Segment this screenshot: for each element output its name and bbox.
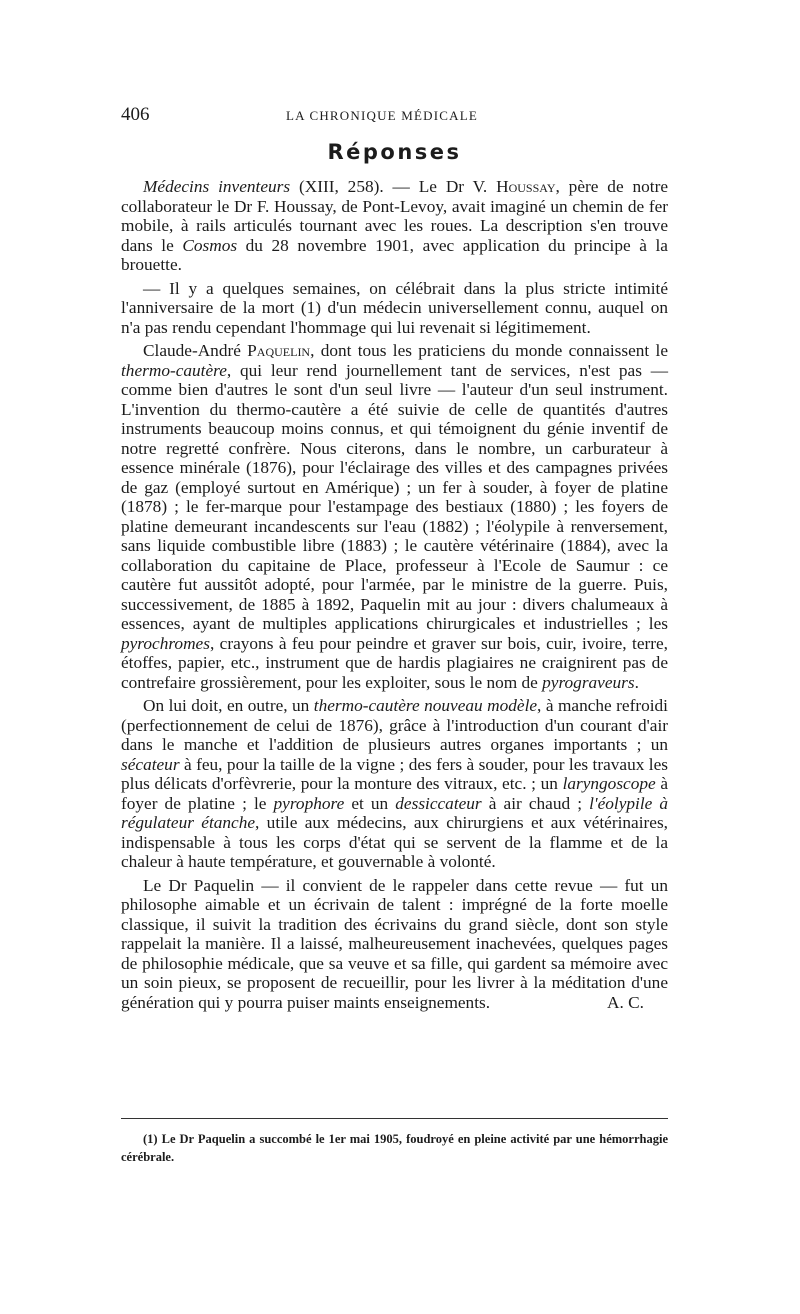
footnote-divider [121,1118,668,1119]
paragraph-anniversary: — Il y a quelques semaines, on célébrait dans la plus stricte intimité l'anniversaire de la mort (1) d'un médecin universellement connu, auquel on n'a pas rendu cependant l'hommage qui lui revenait si légitimement. [121,278,668,337]
person-name: Paquelin [247,341,311,360]
signature: A. C. [607,992,644,1012]
paragraph-thermo-cautere: On lui doit, en outre, un thermo-cautère nouveau modèle, à manche refroidi (perfectionnement de celui de 1876), grâce à l'introduction d'un courant d'air dans le manche et l'addition de plusieurs autres organes importants ; un sécateur à feu, pour la taille de la vigne ; des fers à souder, pour les travaux les plus délicats d'orfèvrerie, pour la monture des vitraux, etc. ; un laryngoscope à foyer de platine ; le pyrophore et un dessiccateur à air chaud ; l'éolypile à régulateur étanche, utile aux médecins, aux chirurgiens et aux vétérinaires, indispensable à tous les corps d'état qui se servent de la flamme et de la chaleur à haute température, et gouvernable à volonté. [121,696,669,871]
journal-name: Cosmos [182,235,238,255]
article-body [121,177,668,1012]
paragraph-philosophe: Le Dr Paquelin — il convient de le rappeler dans cette revue — fut un philosophe aimable et un écrivain de talent : imprégné de la forte moelle classique, il suivit la tradition des écrivains du grand siècle, dont son style rappelait la manière. Il a laissé, malheureusement inachevées, quelques pages de philosophie médicale, que sa veuve et sa fille, qui gardent sa mémoire avec un soin pieux, se proposent de recueillir, pour les livrer à la méditation d'une génération qui y pourra puiser maints enseignements. A. C. [121,875,668,1012]
page-header [121,104,647,130]
person-name: Houssay [496,177,556,196]
section-title: Réponses [327,140,462,164]
running-title: LA CHRONIQUE MÉDICALE [286,108,479,123]
paragraph-title: Médecins inventeurs [143,177,291,196]
page-number: 406 [121,104,150,125]
paragraph-houssay: Médecins inventeurs (XIII, 258). — Le Dr V. Houssay, père de notre collaborateur le Dr F. Houssay, de Pont-Levoy, avait imaginé un chemin de fer mobile, à rails articulés tournant avec les roues. La description s'en trouve dans le Cosmos du 28 novembre 1901, avec application du principe à la brouette. [121,177,668,274]
paragraph-paquelin-inventions: Claude-André Paquelin, dont tous les praticiens du monde connaissent le thermo-cautère, qui leur rend journellement tant de services, n'est pas — comme bien d'autres le sont d'un seul livre — l'auteur d'un seul instrument. L'invention du thermo-cautère a été suivie de celle de quantités d'autres instruments beaucoup moins connus, et qui témoignent du génie inventif de notre regretté confrère. Nous citerons, dans le nombre, un carburateur à essence minérale (1876), pour l'éclairage des villes et des campagnes privées de gaz (employé surtout en Amérique) ; un fer à souder, à foyer de platine (1878) ; le fer-marque pour l'estampage des bestiaux (1880) ; les foyers de platine demeurant incandescents sur l'eau (1882) ; l'éolypile à renversement, sans liquide combustible libre (1883) ; le cautère vétérinaire (1884), avec la collaboration du capitaine de Place, professeur à l'Ecole de Saumur : ce cautère fut aussitôt adopté, pour l'armée, par le ministre de la guerre. Puis, successivement, de 1885 à 1892, Paquelin mit au jour : divers chalumeaux à essences, ayant de multiples applications chirurgicales et industrielles ; les pyrochromes, crayons à feu pour peindre et graver sur bois, cuir, ivoire, terre, étoffes, papier, etc., instrument que de hardis plagiaires ne craignirent pas de contrefaire grossièrement, pour les exploiter, sous le nom de pyrograveurs. [121,341,668,692]
footnote [121,1130,668,1166]
footnote-text: (1) Le Dr Paquelin a succombé le 1er mai 1905, foudroyé en pleine activité par une hémorrhagie cérébrale. [121,1132,668,1164]
